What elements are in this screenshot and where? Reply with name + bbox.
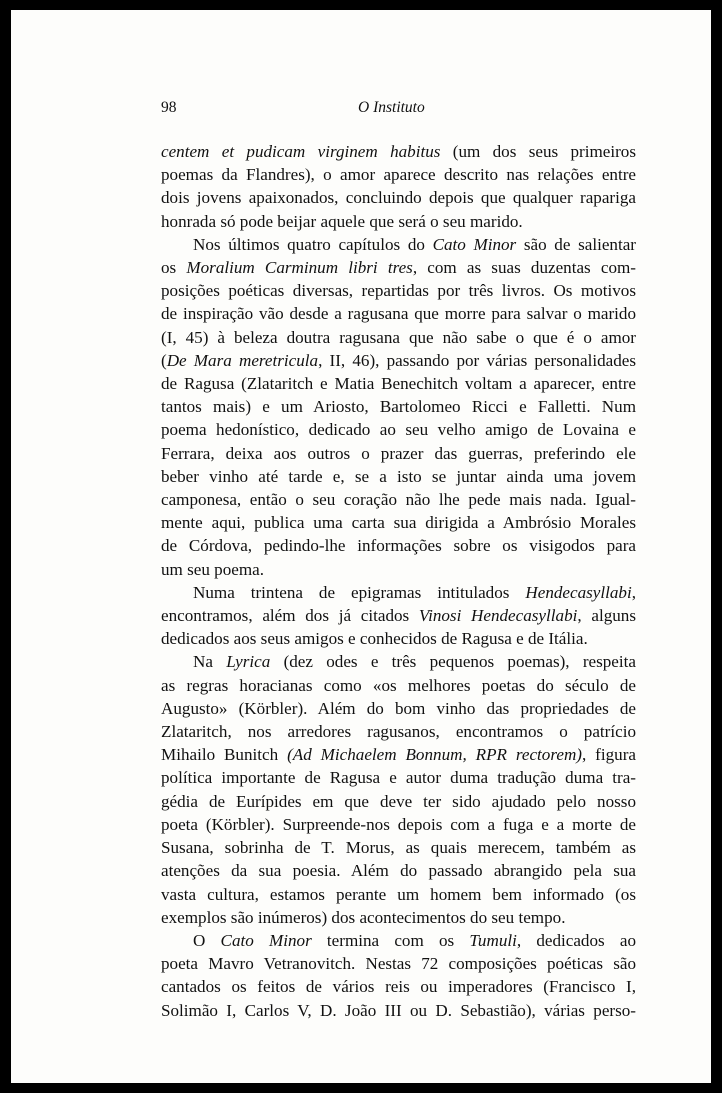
paragraph bbox=[161, 929, 636, 1022]
text-line: os Moralium Carminum libri tres, com as suas duzentas com- bbox=[161, 258, 636, 278]
body-text bbox=[161, 140, 636, 1022]
text-line: Na Lyrica (dez odes e três pequenos poemas), respeita bbox=[193, 652, 636, 672]
text-line: vasta cultura, estamos perante um homem bem informado (os bbox=[161, 884, 636, 904]
text-line: cantados os feitos de vários reis ou imperadores (Francisco I, bbox=[161, 977, 636, 997]
text-line: Ferrara, deixa aos outros o prazer das guerras, preferindo ele bbox=[161, 443, 636, 463]
page-header bbox=[161, 99, 636, 123]
text-line: poeta Mavro Vetranovitch. Nestas 72 composições poéticas são bbox=[161, 954, 636, 974]
text-line: centem et pudicam virginem habitus (um dos seus primeiros bbox=[161, 142, 636, 161]
book-page bbox=[11, 10, 711, 1083]
text-line: encontramos, além dos já citados Vinosi Hendecasyllabi, alguns bbox=[161, 606, 636, 626]
paragraph bbox=[161, 581, 636, 651]
paragraph bbox=[161, 650, 636, 928]
text-line: posições poéticas diversas, repartidas por três livros. Os motivos bbox=[161, 281, 636, 301]
text-line: mente aqui, publica uma carta sua dirigida a Ambrósio Morales bbox=[161, 513, 636, 533]
text-line: as regras horacianas como «os melhores poetas do século de bbox=[161, 675, 636, 695]
text-line: (De Mara meretricula, II, 46), passando por várias personalidades bbox=[161, 350, 636, 370]
text-line: política importante de Ragusa e autor duma tradução duma tra- bbox=[161, 768, 636, 788]
text-line: poemas da Flandres), o amor aparece descrito nas relações entre bbox=[161, 165, 636, 185]
text-line: poeta (Körbler). Surpreende-nos depois com a fuga e a morte de bbox=[161, 814, 636, 834]
text-line: atenções da sua poesia. Além do passado abrangido pela sua bbox=[161, 861, 636, 881]
text-line: Susana, sobrinha de T. Morus, as quais merecem, também as bbox=[161, 838, 636, 858]
text-line: beber vinho até tarde e, se a isto se juntar ainda uma jovem bbox=[161, 466, 636, 486]
text-line: (I, 45) à beleza doutra ragusana que não sabe o que é o amor bbox=[161, 327, 636, 347]
text-line: dois jovens apaixonados, concluindo depois que qualquer rapariga bbox=[161, 188, 636, 208]
text-line: gédia de Eurípides em que deve ter sido ajudado pelo nosso bbox=[161, 791, 636, 811]
text-line: dedicados aos seus amigos e conhecidos de Ragusa e de Itália. bbox=[161, 629, 588, 649]
text-line: Mihailo Bunitch (Ad Michaelem Bonnum, RPR rectorem), figura bbox=[161, 745, 636, 765]
text-line: Numa trintena de epigramas intitulados Hendecasyllabi, bbox=[193, 582, 636, 602]
text-line: tantos mais) e um Ariosto, Bartolomeo Ricci e Falletti. Num bbox=[161, 397, 636, 417]
text-line: de Córdova, pedindo-lhe informações sobre os visigodos para bbox=[161, 536, 636, 556]
text-line: um seu poema. bbox=[161, 559, 265, 579]
text-line: O Cato Minor termina com os Tumuli, dedicados ao bbox=[193, 930, 637, 950]
text-line: Zlataritch, nos arredores ragusanos, encontramos o patrício bbox=[161, 722, 636, 742]
text-line: camponesa, então o seu coração não lhe pede mais nada. Igual- bbox=[161, 490, 636, 510]
text-line: de inspiração vão desde a ragusana que morre para salvar o marido bbox=[161, 304, 636, 324]
text-line: de Ragusa (Zlataritch e Matia Benechitch voltam a aparecer, entre bbox=[161, 374, 636, 394]
paragraph bbox=[161, 140, 636, 233]
text-line: poema hedonístico, dedicado ao seu velho amigo de Lovaina e bbox=[161, 420, 636, 440]
text-line: honrada só pode beijar aquele que será o seu marido. bbox=[161, 211, 523, 231]
running-title: O Instituto bbox=[358, 99, 425, 116]
page-number: 98 bbox=[161, 99, 177, 116]
text-line: Solimão I, Carlos V, D. João III ou D. Sebastião), várias perso- bbox=[161, 1000, 636, 1020]
paragraph bbox=[161, 233, 636, 581]
text-line: Augusto» (Körbler). Além do bom vinho das propriedades de bbox=[161, 698, 636, 718]
text-line: Nos últimos quatro capítulos do Cato Minor são de salientar bbox=[193, 234, 636, 254]
text-line: exemplos são inúmeros) dos acontecimentos do seu tempo. bbox=[161, 907, 566, 927]
